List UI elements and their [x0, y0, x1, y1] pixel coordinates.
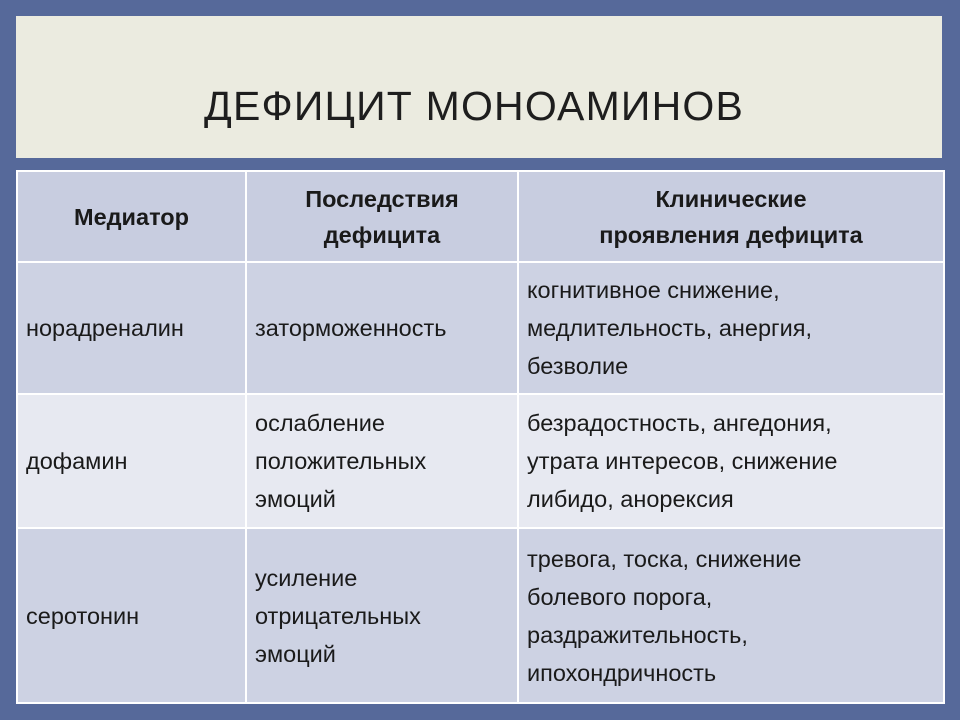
header-consequence-line-1: Последствия: [305, 185, 459, 212]
header-manifestations: [518, 171, 944, 262]
cell-consequence: [246, 528, 518, 703]
header-consequence-line-2: дефицита: [323, 221, 441, 248]
title-box: [16, 16, 942, 158]
cell-line: медлительность, анергия,: [527, 315, 813, 341]
cell-line: эмоций: [255, 640, 336, 667]
cell-line: безрадостность, ангедония,: [527, 410, 832, 436]
header-mediator: [17, 171, 246, 262]
cell-line: норадреналин: [26, 315, 184, 341]
monoamine-table: [16, 170, 945, 704]
cell-manifestations: [518, 528, 944, 703]
cell-line: раздражительность,: [527, 621, 748, 648]
header-manifestations-line-2: проявления дефицита: [599, 221, 863, 248]
cell-mediator: [17, 528, 246, 703]
cell-line: ипохондричность: [527, 659, 717, 686]
cell-line: положительных: [255, 448, 427, 474]
table-row-dopamine: [17, 394, 944, 528]
cell-line: либидо, анорексия: [527, 486, 734, 512]
cell-manifestations: [518, 262, 944, 394]
cell-line: эмоций: [255, 486, 336, 512]
table-row-serotonin: [17, 528, 944, 703]
cell-line: безволие: [527, 353, 629, 379]
cell-line: серотонин: [26, 602, 140, 629]
table-header-row: [17, 171, 944, 262]
header-mediator-line-1: Медиатор: [74, 203, 189, 230]
cell-line: ослабление: [255, 410, 385, 436]
cell-manifestations: [518, 394, 944, 528]
header-manifestations-line-1: Клинические: [655, 185, 807, 212]
slide-title: ДЕФИЦИТ МОНОАМИНОВ: [204, 83, 745, 129]
table-row-noradrenaline: [17, 262, 944, 394]
cell-line: дофамин: [26, 448, 128, 474]
cell-line: болевого порога,: [527, 583, 713, 610]
cell-line: утрата интересов, снижение: [527, 448, 838, 474]
cell-line: усиление: [255, 564, 358, 591]
cell-mediator: [17, 262, 246, 394]
cell-mediator: [17, 394, 246, 528]
cell-line: когнитивное снижение,: [527, 277, 780, 303]
cell-line: отрицательных: [255, 602, 421, 629]
cell-consequence: [246, 262, 518, 394]
cell-consequence: [246, 394, 518, 528]
cell-line: тревога, тоска, снижение: [527, 545, 802, 572]
cell-line: заторможенность: [255, 315, 447, 341]
header-consequence: [246, 171, 518, 262]
